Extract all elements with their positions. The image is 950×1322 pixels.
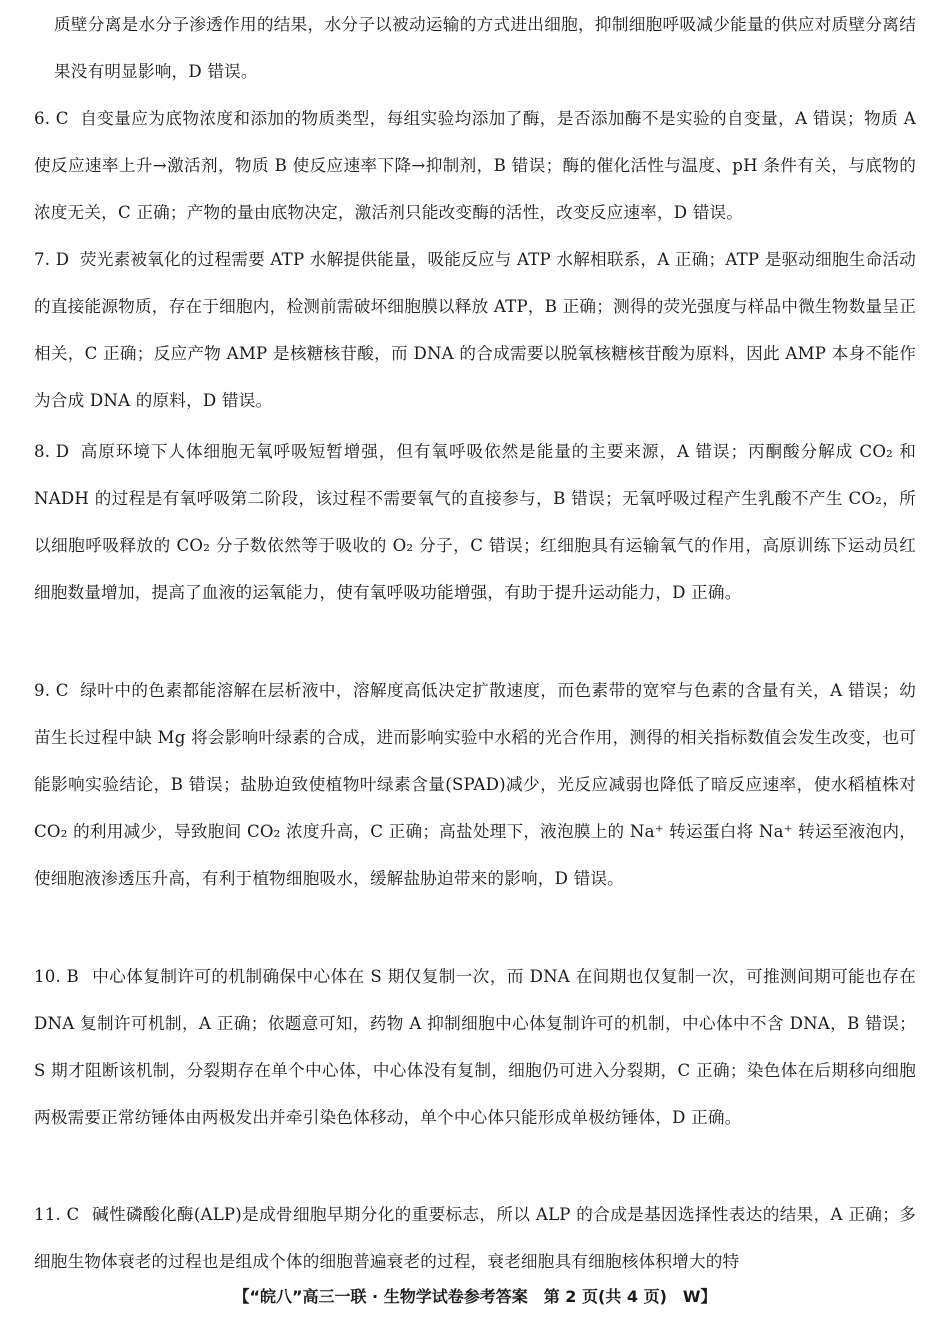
- answer-number: 8. D: [34, 442, 70, 461]
- answer-item-8: [34, 428, 916, 616]
- intro-text: 质壁分离是水分子渗透作用的结果，水分子以被动运输的方式进出细胞，抑制细胞呼吸减少能量的供应对质壁分离结果没有明显影响，D 错误。: [54, 15, 916, 81]
- answer-number: 10. B: [34, 967, 79, 986]
- answer-number: 7. D: [34, 250, 70, 269]
- page-footer: 【“皖八”高三一联 · 生物学试卷参考答案 第 2 页(共 4 页) W】: [233, 1287, 717, 1306]
- answer-number: 6. C: [34, 109, 69, 128]
- answer-item-11: [34, 1191, 916, 1285]
- answer-number: 11. C: [34, 1205, 80, 1224]
- answer-text: 碱性磷酸化酶(ALP)是成骨细胞早期分化的重要标志，所以 ALP 的合成是基因选择性表达的结果，A 正确；多细胞生物体衰老的过程也是组成个体的细胞普遍衰老的过程，衰老细胞具有细胞核体积增大的特: [34, 1205, 916, 1271]
- answer-text: 绿叶中的色素都能溶解在层析液中，溶解度高低决定扩散速度，而色素带的宽窄与色素的含量有关，A 错误；幼苗生长过程中缺 Mg 将会影响叶绿素的合成，进而影响实验中水稻的光合作用，测得的相关指标数值会发生改变，也可能影响实验结论，B 错误；盐胁迫致使植物叶绿素含量(SPAD)减少，光反应减弱也降低了暗反应速率，使水稻植株对 CO₂ 的利用减少，导致胞间 CO₂ 浓度升高，C 正确；高盐处理下，液泡膜上的 Na⁺ 转运蛋白将 Na⁺ 转运至液泡内，使细胞液渗透压升高，有利于植物细胞吸水，缓解盐胁迫带来的影响，D 错误。: [34, 681, 916, 888]
- answer-text: 自变量应为底物浓度和添加的物质类型，每组实验均添加了酶，是否添加酶不是实验的自变量，A 错误；物质 A 使反应速率上升→激活剂，物质 B 使反应速率下降→抑制剂，B 错误；酶的催化活性与温度、pH 条件有关，与底物的浓度无关，C 正确；产物的量由底物决定，激活剂只能改变酶的活性，改变反应速率，D 错误。: [34, 109, 916, 222]
- answer-item-7: [34, 236, 916, 424]
- answer-text: 荧光素被氧化的过程需要 ATP 水解提供能量，吸能反应与 ATP 水解相联系，A 正确；ATP 是驱动细胞生命活动的直接能源物质，存在于细胞内，检测前需破坏细胞膜以释放 ATP，B 正确；测得的荧光强度与样品中微生物数量呈正相关，C 正确；反应产物 AMP 是核糖核苷酸，而 DNA 的合成需要以脱氧核糖核苷酸为原料，因此 AMP 本身不能作为合成 DNA 的原料，D 错误。: [34, 250, 916, 410]
- answer-number: 9. C: [34, 681, 69, 700]
- answer-text: 高原环境下人体细胞无氧呼吸短暂增强，但有氧呼吸依然是能量的主要来源，A 错误；丙酮酸分解成 CO₂ 和 NADH 的过程是有氧呼吸第二阶段，该过程不需要氧气的直接参与，B 错误；无氧呼吸过程产生乳酸不产生 CO₂，所以细胞呼吸释放的 CO₂ 分子数依然等于吸收的 O₂ 分子，C 错误；红细胞具有运输氧气的作用，高原训练下运动员红细胞数量增加，提高了血液的运氧能力，使有氧呼吸功能增强，有助于提升运动能力，D 正确。: [34, 442, 916, 602]
- answer-item-10: [34, 953, 916, 1141]
- answer-text: 中心体复制许可的机制确保中心体在 S 期仅复制一次，而 DNA 在间期也仅复制一次，可推测间期可能也存在 DNA 复制许可机制，A 正确；依题意可知，药物 A 抑制细胞中心体复制许可的机制，中心体中不含 DNA，B 错误；S 期才阻断该机制，分裂期存在单个中心体，中心体没有复制，细胞仍可进入分裂期，C 正确；染色体在后期移向细胞两极需要正常纺锤体由两极发出并牵引染色体移动，单个中心体只能形成单极纺锤体，D 正确。: [34, 967, 916, 1127]
- answer-item-6: [34, 95, 916, 236]
- answer-item-9: [34, 667, 916, 902]
- intro-paragraph: [34, 1, 916, 95]
